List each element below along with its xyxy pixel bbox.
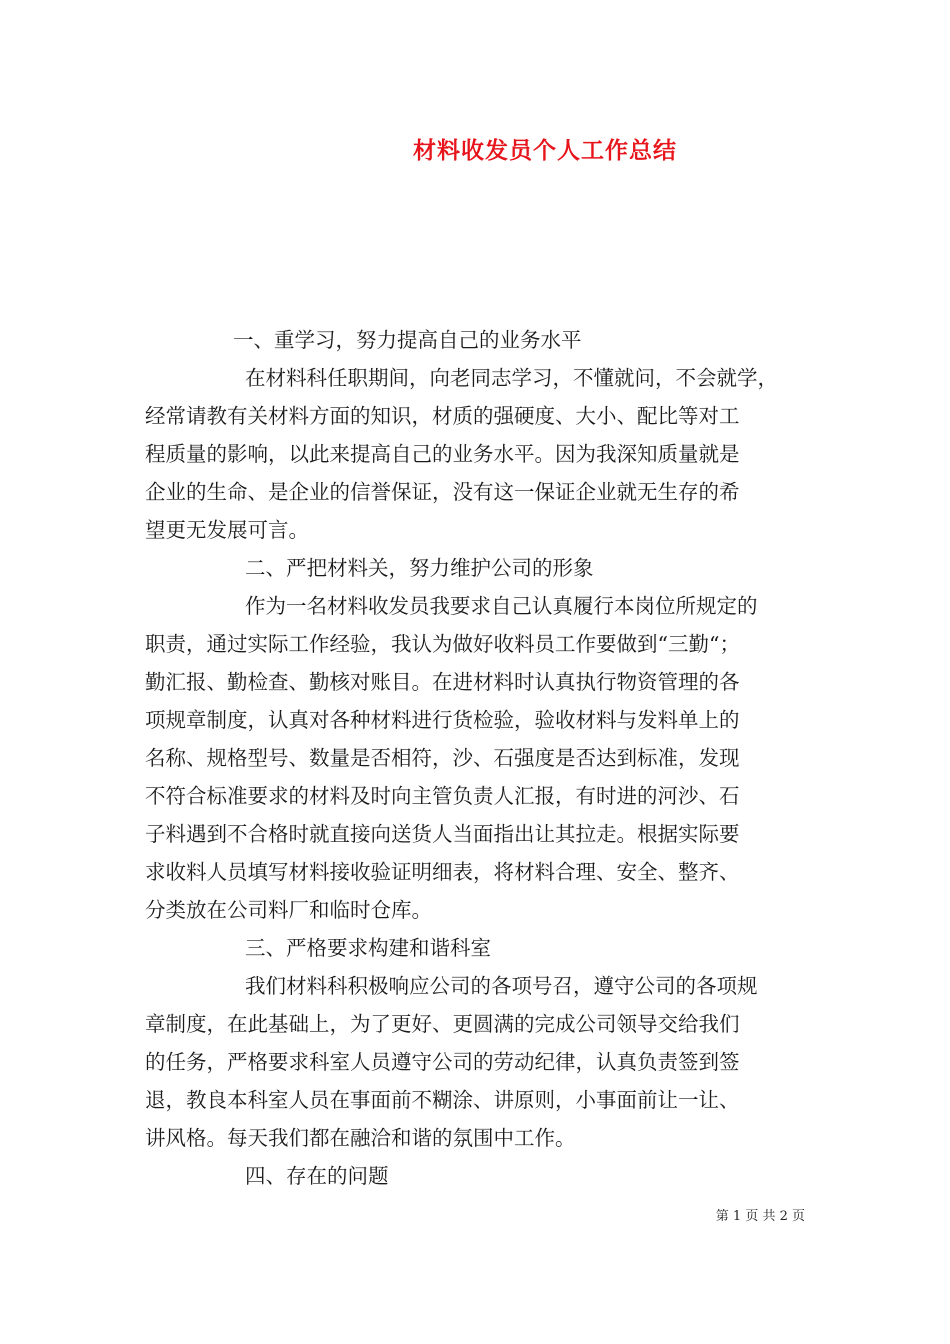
paragraph-2-line-6: 不符合标准要求的材料及时向主管负责人汇报，有时进的河沙、石 <box>145 784 740 808</box>
paragraph-2-line-3: 勤汇报、勤检查、勤核对账目。在进材料时认真执行物资管理的各 <box>145 670 740 694</box>
paragraph-2-line-8: 求收料人员填写材料接收验证明细表，将材料合理、安全、整齐、 <box>145 860 740 884</box>
section-heading-3: 三、严格要求构建和谐科室 <box>245 936 491 960</box>
paragraph-2-line-5: 名称、规格型号、数量是否相符，沙、石强度是否达到标准，发现 <box>145 746 740 770</box>
paragraph-2-line-7: 子料遇到不合格时就直接向送货人当面指出让其拉走。根据实际要 <box>145 822 740 846</box>
section-heading-1: 一、重学习，努力提高自己的业务水平 <box>233 328 582 352</box>
paragraph-3-line-3: 的任务，严格要求科室人员遵守公司的劳动纪律，认真负责签到签 <box>145 1050 740 1074</box>
section-heading-2: 二、严把材料关，努力维护公司的形象 <box>245 556 594 580</box>
document-title: 材料收发员个人工作总结 <box>413 137 677 164</box>
paragraph-1-line-4: 企业的生命、是企业的信誉保证，没有这一保证企业就无生存的希 <box>145 480 740 504</box>
paragraph-2-line-9: 分类放在公司料厂和临时仓库。 <box>145 898 432 922</box>
page-number-footer: 第 1 页 共 2 页 <box>715 1209 805 1224</box>
paragraph-2-line-4: 项规章制度，认真对各种材料进行货检验，验收材料与发料单上的 <box>145 708 740 732</box>
section-heading-4: 四、存在的问题 <box>245 1164 389 1188</box>
paragraph-3-line-2: 章制度，在此基础上，为了更好、更圆满的完成公司领导交给我们 <box>145 1012 740 1036</box>
paragraph-2-line-2: 职责，通过实际工作经验，我认为做好收料员工作要做到“三勤“； <box>145 632 740 656</box>
document-body <box>145 321 810 1195</box>
paragraph-3-line-5: 讲风格。每天我们都在融洽和谐的氛围中工作。 <box>145 1126 576 1150</box>
paragraph-1-line-3: 程质量的影响，以此来提高自己的业务水平。因为我深知质量就是 <box>145 442 740 466</box>
paragraph-2-line-1: 作为一名材料收发员我要求自己认真履行本岗位所规定的 <box>245 594 758 618</box>
paragraph-1-line-5: 望更无发展可言。 <box>145 518 309 542</box>
paragraph-3-line-1: 我们材料科积极响应公司的各项号召，遵守公司的各项规 <box>245 974 758 998</box>
paragraph-3-line-4: 退，教良本科室人员在事面前不糊涂、讲原则，小事面前让一让、 <box>145 1088 740 1112</box>
paragraph-1-line-2: 经常请教有关材料方面的知识，材质的强硬度、大小、配比等对工 <box>145 404 740 428</box>
paragraph-1-line-1: 在材料科任职期间，向老同志学习，不懂就问，不会就学， <box>245 366 778 390</box>
